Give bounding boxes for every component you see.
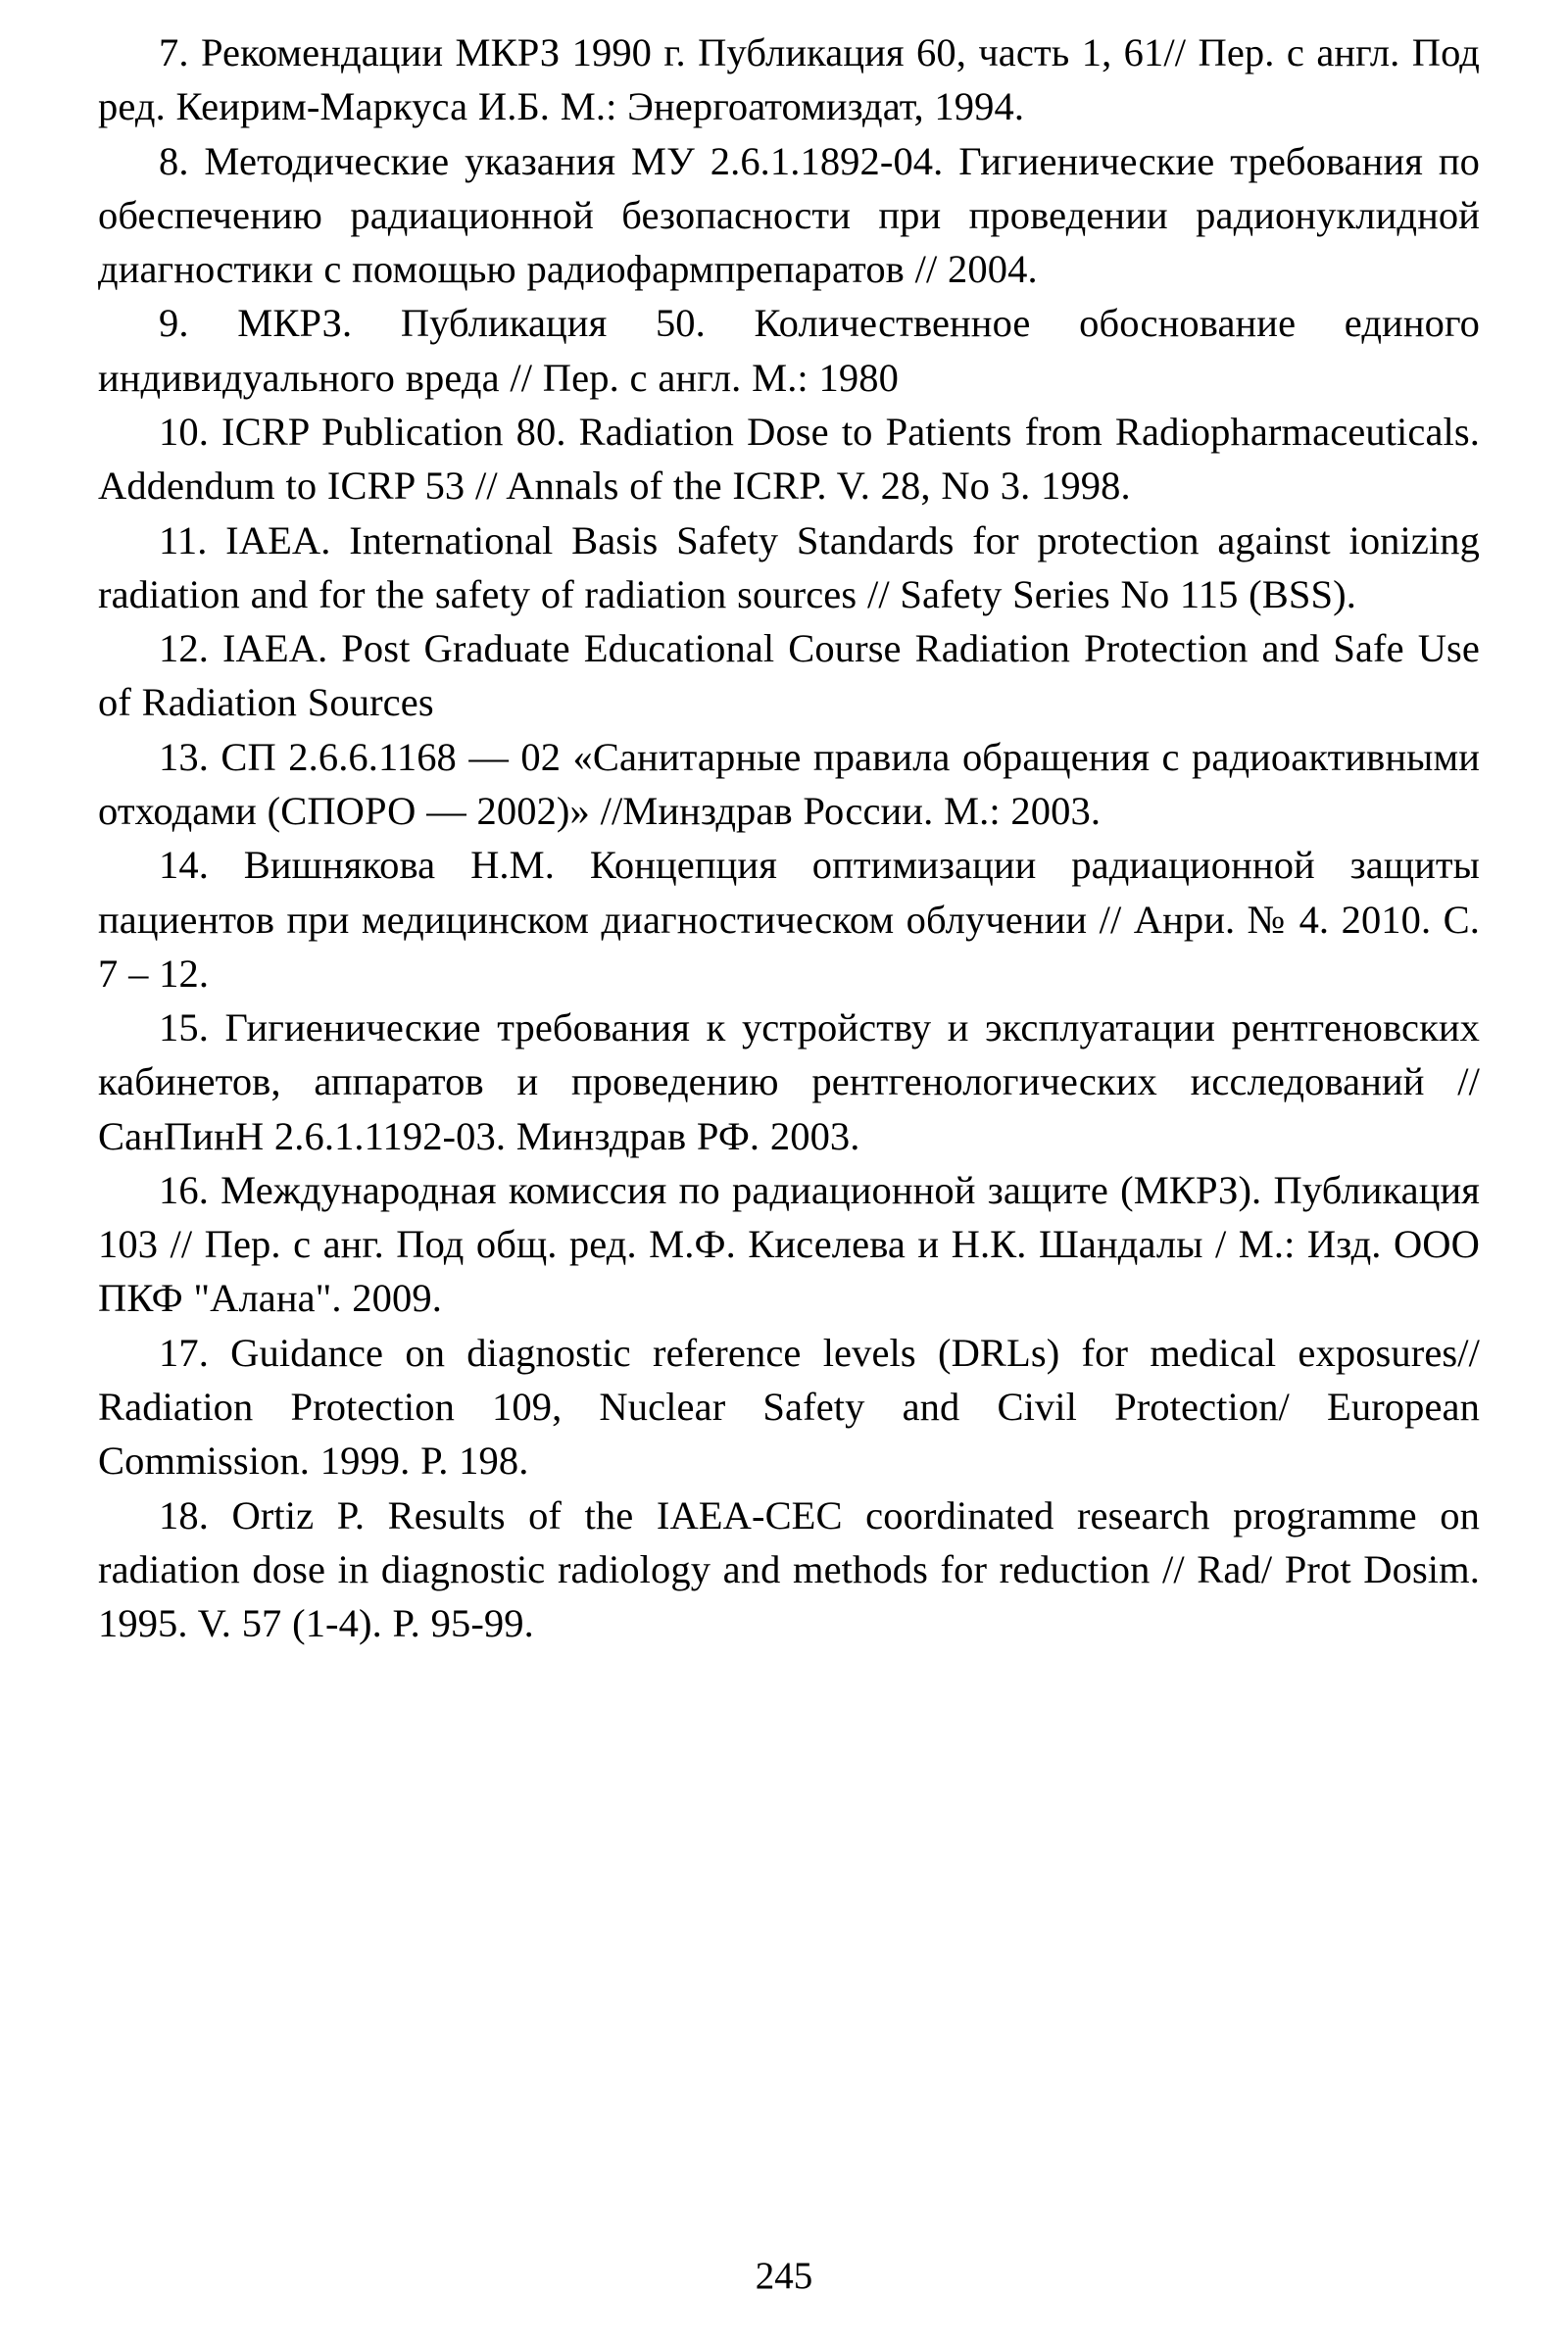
list-item: 17. Guidance on diagnostic reference levels (DRLs) for medical exposures// Radiation Protection 109, Nuclear Safety and Civil Protection/ European Commission. 1999. P. 198. <box>98 1330 1480 1484</box>
list-item: 9. МКРЗ. Публикация 50. Количественное обоснование единого индивидуального вреда // Пер. с англ. М.: 1980 <box>98 301 1480 400</box>
list-item: 16. Международная комиссия по радиационной защите (МКРЗ). Публикация 103 // Пер. с анг. Под общ. ред. М.Ф. Киселева и Н.К. Шандалы / М.: Изд. ООО ПКФ "Алана". 2009. <box>98 1167 1480 1321</box>
list-item: 13. СП 2.6.6.1168 — 02 «Санитарные правила обращения с радиоактивными отходами (СПОРО — 2002)» //Минздрав России. М.: 2003. <box>98 734 1480 833</box>
list-item: 8. Методические указания МУ 2.6.1.1892-04. Гигиенические требования по обеспечению радиационной безопасности при проведении радионуклидной диагностики с помощью радиофармпрепаратов // 2004. <box>98 138 1480 292</box>
page-number: 245 <box>755 2255 813 2297</box>
list-item: 10. ICRP Publication 80. Radiation Dose to Patients from Radiopharmaceuticals. Addendum to ICRP 53 // Annals of the ICRP. V. 28, No 3. 1998. <box>98 409 1480 509</box>
list-item: 18. Ortiz P. Results of the IAEA-CEC coordinated research programme on radiation dose in diagnostic radiology and methods for reduction // Rad/ Prot Dosim. 1995. V. 57 (1-4). P. 95-99. <box>98 1492 1480 1646</box>
reference-list <box>98 25 1480 1650</box>
list-item: 12. IAEA. Post Graduate Educational Course Radiation Protection and Safe Use of Radiation Sources <box>98 626 1480 725</box>
list-item: 15. Гигиенические требования к устройству и эксплуатации рентгеновских кабинетов, аппаратов и проведению рентгенологических исследований // СанПинН 2.6.1.1192-03. Минздрав РФ. 2003. <box>98 1005 1480 1158</box>
list-item: 14. Вишнякова Н.М. Концепция оптимизации радиационной защиты пациентов при медицинском диагностическом облучении // Анри. № 4. 2010. С. 7 – 12. <box>98 843 1480 996</box>
list-item: 7. Рекомендации МКРЗ 1990 г. Публикация 60, часть 1, 61// Пер. с англ. Под ред. Кеирим-Маркуса И.Б. М.: Энергоатомиздат, 1994. <box>98 30 1480 129</box>
list-item: 11. IAEA. International Basis Safety Standards for protection against ionizing radiation and for the safety of radiation sources // Safety Series No 115 (BSS). <box>98 517 1480 616</box>
